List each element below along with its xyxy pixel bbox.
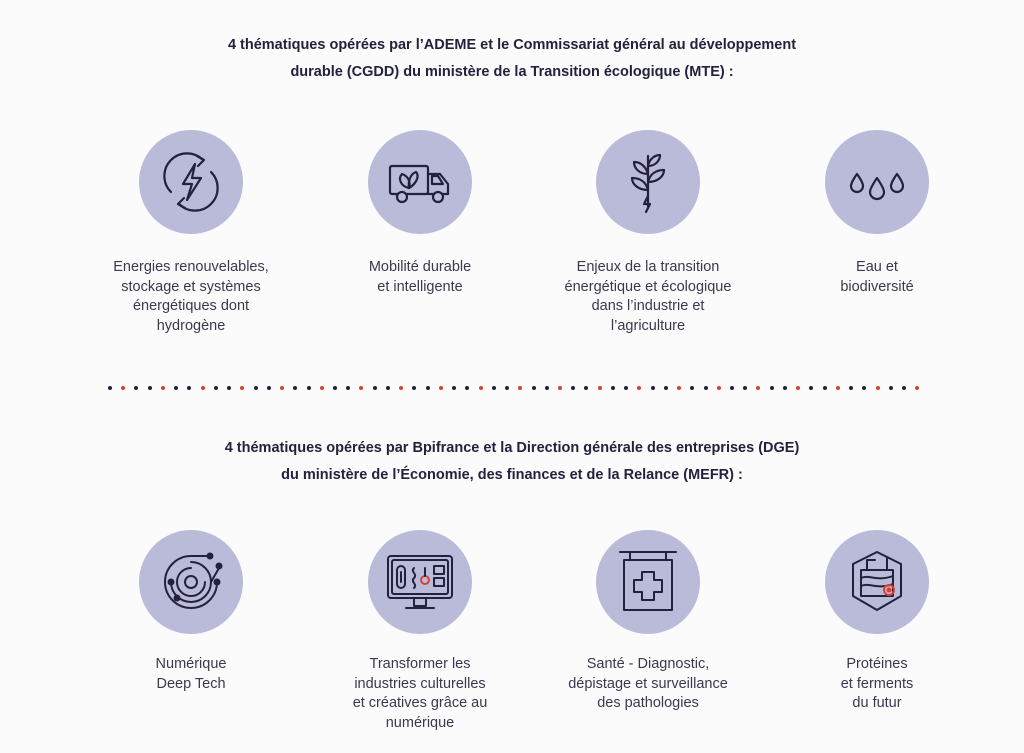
separator-dot <box>214 386 218 390</box>
separator-dot <box>624 386 628 390</box>
theme-label-energies <box>91 258 291 336</box>
theme-label-mobilite <box>320 258 520 297</box>
label-line: Santé - Diagnostic, <box>586 656 710 672</box>
separator-dot <box>518 386 522 390</box>
label-line: Mobilité durable <box>368 259 472 275</box>
separator-dot <box>809 386 813 390</box>
green-truck-icon <box>368 130 472 234</box>
separator-dot <box>386 386 390 390</box>
theme-label-numerique <box>91 655 291 694</box>
label-line: Transformer les <box>369 656 471 672</box>
label-line: Protéines <box>846 656 908 672</box>
theme-label-transition <box>548 258 748 336</box>
separator-dot <box>584 386 588 390</box>
separator-dot <box>796 386 800 390</box>
separator-dot <box>836 386 840 390</box>
separator-dot <box>187 386 191 390</box>
separator-dot <box>254 386 258 390</box>
theme-label-proteines <box>777 655 977 714</box>
separator-dot <box>505 386 509 390</box>
label-line: numérique <box>385 714 455 731</box>
separator-dot <box>677 386 681 390</box>
label-line: et créatives grâce au <box>352 695 488 711</box>
label-line: Eau et <box>856 259 898 275</box>
bioreactor-icon <box>825 530 929 634</box>
label-line: Deep Tech <box>156 675 226 692</box>
renewable-energy-icon <box>139 130 243 234</box>
separator-dot <box>704 386 708 390</box>
separator-dot <box>492 386 496 390</box>
separator-dot <box>915 386 919 390</box>
label-line: énergétiques dont <box>132 298 250 314</box>
separator-dot <box>333 386 337 390</box>
section1-heading-line1: 4 thématiques opérées par l’ADEME et le Commissariat général au développement <box>227 37 797 53</box>
separator-dot <box>690 386 694 390</box>
separator-dot <box>558 386 562 390</box>
separator-dot <box>637 386 641 390</box>
separator-dot <box>227 386 231 390</box>
water-drops-icon <box>825 130 929 234</box>
separator-dot <box>439 386 443 390</box>
deep-tech-icon <box>139 530 243 634</box>
separator-dot <box>426 386 430 390</box>
separator-dot <box>148 386 152 390</box>
separator-dot <box>889 386 893 390</box>
separator-dot <box>412 386 416 390</box>
label-line: et ferments <box>840 675 914 692</box>
separator-dot <box>293 386 297 390</box>
section1-heading <box>0 32 1024 86</box>
separator-dot <box>479 386 483 390</box>
separator-dot <box>770 386 774 390</box>
separator-dot <box>465 386 469 390</box>
plant-energy-icon <box>596 130 700 234</box>
separator-dot <box>902 386 906 390</box>
section1-heading-line2: durable (CGDD) du ministère de la Transition écologique (MTE) : <box>290 64 734 80</box>
section2-heading-line2: du ministère de l’Économie, des finances et de la Relance (MEFR) : <box>281 467 743 483</box>
separator-dot <box>849 386 853 390</box>
separator-dot <box>174 386 178 390</box>
separator-dot <box>307 386 311 390</box>
separator-dot <box>545 386 549 390</box>
separator-dot <box>399 386 403 390</box>
theme-label-eau <box>777 258 977 297</box>
separator-dot <box>452 386 456 390</box>
separator-dot <box>730 386 734 390</box>
separator-dot <box>201 386 205 390</box>
separator-dot <box>373 386 377 390</box>
separator-dot <box>783 386 787 390</box>
separator-dot <box>664 386 668 390</box>
separator-dot <box>571 386 575 390</box>
label-line: Enjeux de la transition <box>576 259 720 275</box>
separator-dot <box>823 386 827 390</box>
separator-dot <box>862 386 866 390</box>
separator-dot <box>651 386 655 390</box>
section2-heading-line1: 4 thématiques opérées par Bpifrance et la Direction générale des entreprises (DGE) <box>224 440 800 456</box>
label-line: l’agriculture <box>610 317 686 334</box>
theme-label-industries-culturelles <box>320 655 520 733</box>
separator-dot <box>134 386 138 390</box>
separator-dot <box>717 386 721 390</box>
separator-dot <box>240 386 244 390</box>
label-line: biodiversité <box>840 278 914 295</box>
separator-dot <box>743 386 747 390</box>
separator-dot <box>121 386 125 390</box>
label-line: Energies renouvelables, <box>113 259 269 275</box>
separator-dot <box>876 386 880 390</box>
label-line: des pathologies <box>597 695 699 711</box>
separator-dot <box>359 386 363 390</box>
separator-dot <box>611 386 615 390</box>
separator-dot <box>756 386 760 390</box>
label-line: hydrogène <box>156 317 226 334</box>
separator-dot <box>346 386 350 390</box>
separator-dot <box>161 386 165 390</box>
label-line: du futur <box>852 695 902 711</box>
label-line: et intelligente <box>377 278 463 295</box>
digital-screen-icon <box>368 530 472 634</box>
theme-label-sante <box>548 655 748 714</box>
separator-dot <box>108 386 112 390</box>
separator-dot <box>320 386 324 390</box>
dotted-separator <box>108 384 920 392</box>
section2-heading <box>0 435 1024 489</box>
pharmacy-sign-icon <box>596 530 700 634</box>
label-line: Numérique <box>155 656 227 672</box>
label-line: stockage et systèmes <box>121 278 261 295</box>
separator-dot <box>532 386 536 390</box>
separator-dot <box>267 386 271 390</box>
separator-dot <box>280 386 284 390</box>
label-line: dans l’industrie et <box>591 298 705 314</box>
label-line: dépistage et surveillance <box>568 675 728 692</box>
separator-dot <box>598 386 602 390</box>
label-line: énergétique et écologique <box>564 278 732 295</box>
label-line: industries culturelles <box>354 675 486 692</box>
